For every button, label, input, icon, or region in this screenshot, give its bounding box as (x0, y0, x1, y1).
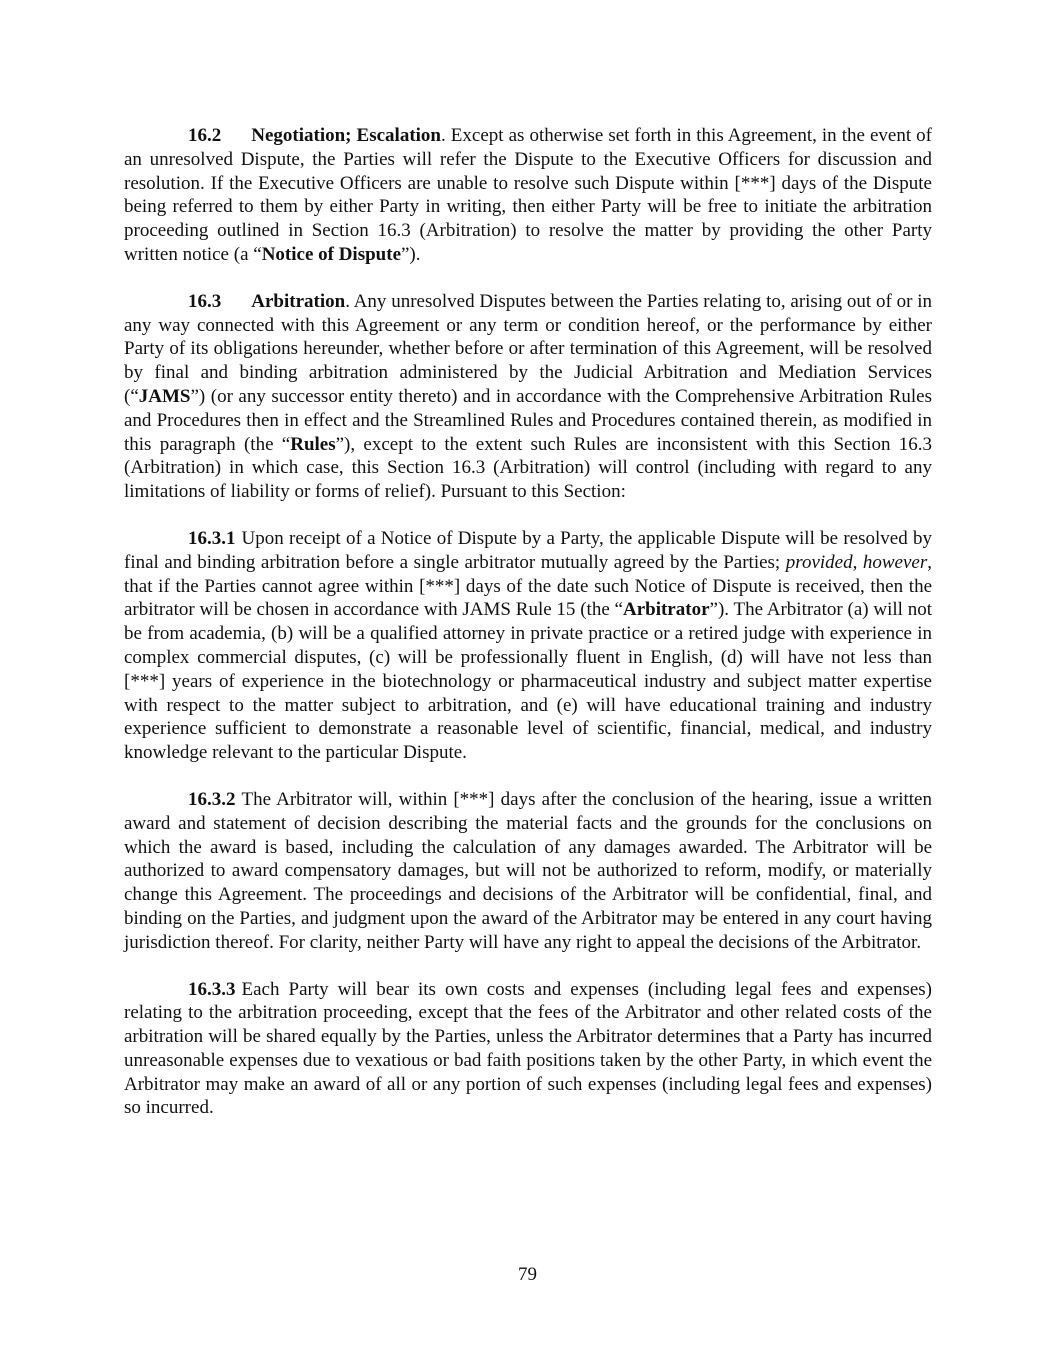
section-number: 16.3.3 (188, 978, 236, 1000)
italic-term: provided (785, 551, 853, 573)
section-number: 16.3.2 (188, 788, 236, 810)
section-16-3 (124, 290, 932, 504)
section-text: Upon receipt of a Notice of Dispute by a Party, the applicable Dispute will be resolved by final and binding arbitration before a single arbitrator mutually agreed by the Parties; (124, 527, 932, 573)
section-number: 16.3 (188, 290, 222, 312)
section-16-3-2 (124, 788, 932, 955)
defined-term: Arbitrator (622, 599, 710, 621)
section-16-3-1 (124, 527, 932, 765)
section-heading: Arbitration (251, 290, 346, 312)
section-text: ”). The Arbitrator (a) will not be from academia, (b) will be a qualified attorney in private practice or a retired judge with experience in complex commercial disputes, (c) will be professionally fluent in English, (d) will have not less than [***] years of experience in the biotechnology or pharmaceutical industry and subject matter expertise with respect to the matter subject to arbitration, and (e) will have educational training and industry experience sufficient to demonstrate a reasonable level of scientific, financial, medical, and industry knowledge relevant to the particular Dispute. (124, 599, 932, 764)
page-number: 79 (518, 1264, 537, 1285)
section-16-3-3 (124, 978, 932, 1121)
section-number: 16.3.1 (188, 527, 236, 549)
defined-term: Notice of Dispute (261, 243, 401, 265)
section-heading: Negotiation; Escalation (251, 125, 441, 146)
section-text: , that if the Parties cannot agree within [***] days of the date such Notice of Dispute is received, then the arbitrator will be chosen in accordance with JAMS Rule 15 (the “ (124, 551, 932, 621)
section-text: ”), except to the extent such Rules are inconsistent with this Section 16.3 (Arbitration) in which case, this Section 16.3 (Arbitration) will control (including with regard to any limitations of liability or forms of relief). Pursuant to this Section: (124, 433, 932, 503)
section-text: . Except as otherwise set forth in this Agreement, in the event of an unresolved Dispute, the Parties will refer the Dispute to the Executive Officers for discussion and resolution. If the Executive Officers are unable to resolve such Dispute within [***] days of the Dispute being referred to them by either Party in writing, then either Party will be free to initiate the arbitration proceeding outlined in Section 16.3 (Arbitration) to resolve the matter by providing the other Party written notice (a “ (124, 125, 932, 265)
defined-term: JAMS (138, 385, 191, 407)
section-number: 16.2 (188, 125, 222, 146)
section-text: , (852, 551, 863, 573)
section-text: ”) (or any successor entity thereto) and in accordance with the Comprehensive Arbitration Rules and Procedures then in effect and the Streamlined Rules and Procedures contained therein, as modified in this paragraph (the “ (124, 385, 932, 455)
section-text: . Any unresolved Disputes between the Parties relating to, arising out of or in any way connected with this Agreement or any term or condition hereof, or the performance by either Party of its obligations hereunder, whether before or after termination of this Agreement, will be resolved by final and binding arbitration administered by the Judicial Arbitration and Mediation Services (“ (124, 290, 932, 407)
section-text: Each Party will bear its own costs and expenses (including legal fees and expenses) relating to the arbitration proceeding, except that the fees of the Arbitrator and other related costs of the arbitration will be shared equally by the Parties, unless the Arbitrator determines that a Party has incurred unreasonable expenses due to vexatious or bad faith positions taken by the other Party, in which event the Arbitrator may make an award of all or any portion of such expenses (including legal fees and expenses) so incurred. (124, 978, 932, 1119)
document-page (124, 124, 932, 1143)
section-16-2 (124, 124, 932, 267)
defined-term: Rules (290, 433, 336, 455)
section-text: The Arbitrator will, within [***] days after the conclusion of the hearing, issue a written award and statement of decision describing the material facts and the grounds for the conclusions on which the award is based, including the calculation of any damages awarded. The Arbitrator will be authorized to award compensatory damages, but will not be authorized to reform, modify, or materially change this Agreement. The proceedings and decisions of the Arbitrator will be confidential, final, and binding on the Parties, and judgment upon the award of the Arbitrator may be entered in any court having jurisdiction thereof. For clarity, neither Party will have any right to appeal the decisions of the Arbitrator. (124, 788, 932, 953)
italic-term: however (862, 551, 928, 573)
section-text: ”). (401, 243, 421, 265)
